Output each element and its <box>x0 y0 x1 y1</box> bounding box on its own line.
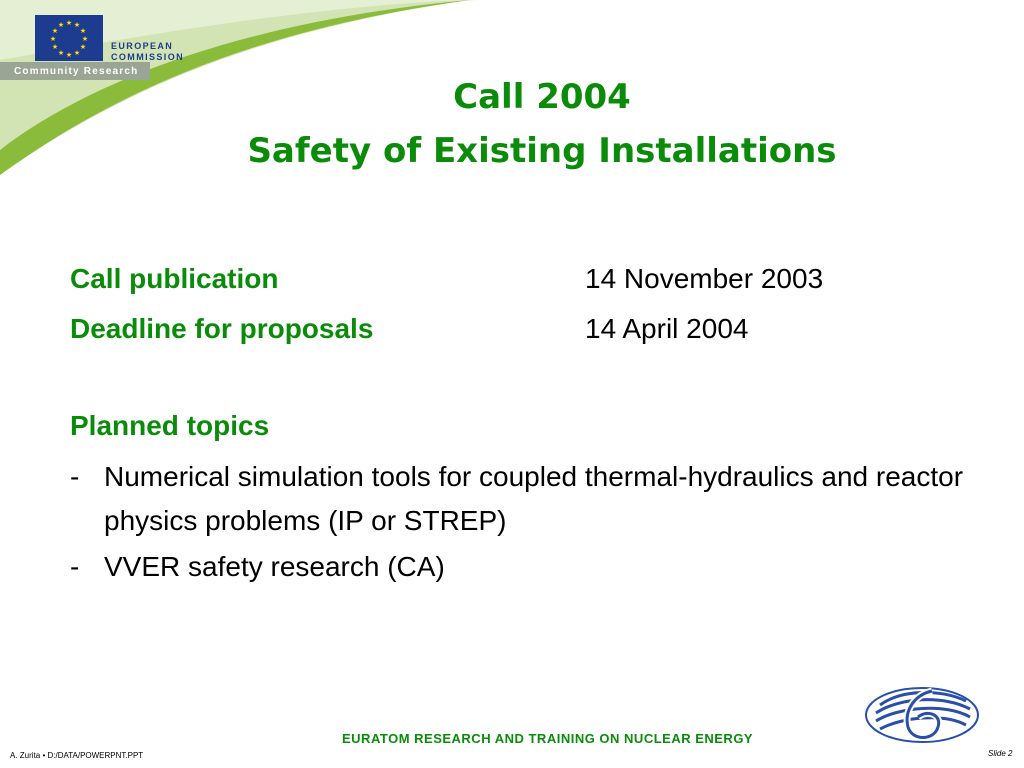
footer-program-title: EURATOM RESEARCH AND TRAINING ON NUCLEAR ENERGY <box>342 731 754 746</box>
svg-text:★: ★ <box>57 21 65 29</box>
planned-topics-heading: Planned topics <box>70 410 270 441</box>
date-value: 14 April 2004 <box>585 313 749 344</box>
svg-text:★: ★ <box>51 43 59 51</box>
date-label: Deadline for proposals <box>70 313 374 344</box>
topic-text: VVER safety research (CA) <box>104 551 445 582</box>
slide-title-line-1: Call 2004 <box>453 77 631 117</box>
org-line-1: EUROPEAN <box>111 41 174 51</box>
svg-text:★: ★ <box>49 35 57 43</box>
svg-text:★: ★ <box>73 49 81 57</box>
eu-commission-label <box>111 41 184 63</box>
svg-text:★: ★ <box>65 19 73 27</box>
eu-flag-icon <box>35 15 103 61</box>
date-label: Call publication <box>70 263 279 294</box>
bullet-dash: - <box>70 551 80 582</box>
org-line-2: COMMISSION <box>111 52 185 62</box>
bullet-dash: - <box>70 461 80 492</box>
community-research-banner: Community Research <box>14 66 139 77</box>
svg-text:★: ★ <box>73 21 81 29</box>
slide-title-line-2: Safety of Existing Installations <box>247 131 837 171</box>
footer-slide-number: Slide 2 <box>988 749 1013 758</box>
svg-text:★: ★ <box>81 35 89 43</box>
footer-author-path: A. Zurita • D:/DATA/POWERPNT.PPT <box>10 751 144 760</box>
fp6-logo-icon <box>862 683 982 748</box>
svg-text:★: ★ <box>51 27 59 35</box>
date-value: 14 November 2003 <box>585 263 824 294</box>
svg-text:★: ★ <box>57 49 65 57</box>
svg-text:★: ★ <box>79 27 87 35</box>
svg-text:★: ★ <box>79 43 87 51</box>
topic-text: Numerical simulation tools for coupled thermal-hydraulics and reactor physics problems (IP or STREP) <box>104 461 964 536</box>
svg-text:★: ★ <box>65 51 73 59</box>
